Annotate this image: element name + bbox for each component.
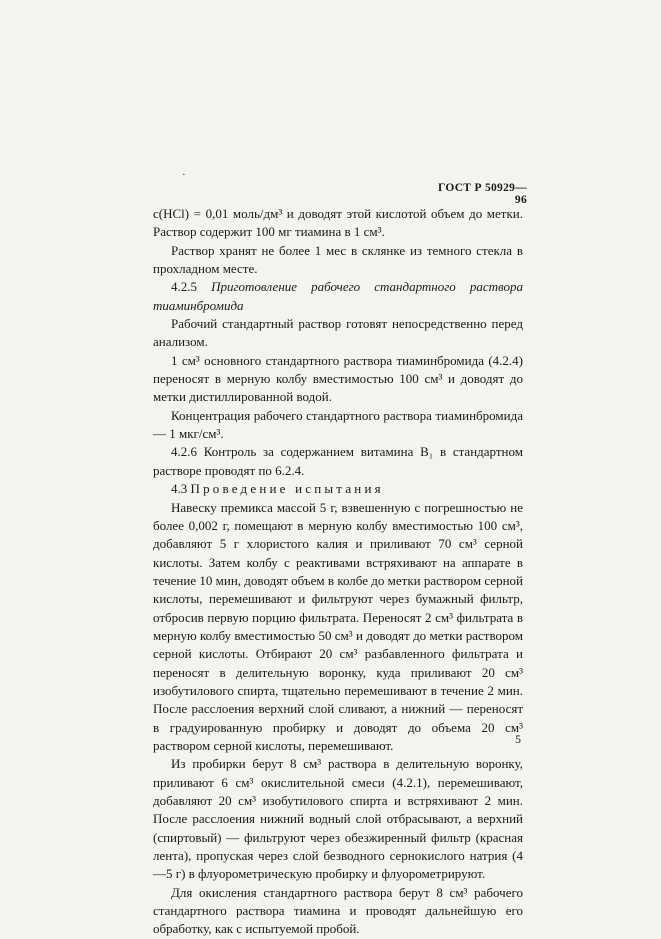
- paragraph-working-solution: Рабочий стандартный раствор готовят непосредственно перед анализом.: [153, 316, 523, 350]
- paragraph-transfer: 1 см³ основного стандартного раствора тиаминбромида (4.2.4) переносят в мерную колбу вместимостью 100 см³ и доводят до метки дистиллированной водой.: [153, 352, 523, 405]
- paragraph-concentration: Концентрация рабочего стандартного раствора тиаминбромида — 1 мкг/см³.: [153, 407, 523, 442]
- stray-mark: ·: [182, 169, 186, 181]
- paragraph-extraction: Из пробирки берут 8 см³ раствора в делительную воронку, приливают 6 см³ окислительной смеси (4.2.1), перемешивают, добавляют 20 см³ изобутилового спирта и встряхивают 2 мин. После расслоения нижний водный слой отбрасывают, а верхний (спиртовый) — фильтруют через обезжиренный фильтр (красная лента), пропуская через слой безводного сернокислого натрия (4—5 г) в флуорометрическую пробирку и флуорометрируют.: [153, 756, 523, 882]
- section-4-2-5-heading: [153, 278, 523, 315]
- section-title: Проведение испытания: [190, 481, 384, 497]
- paragraph-sample-prep: Навеску премикса массой 5 г, взвешенную с погрешностью не более 0,002 г, помещают в мерную колбу вместимостью 100 см³, добавляют 5 г хлористого калия и приливают 70 см³ серной кислоты. Затем колбу с реактивами встряхивают на аппарате в течение 10 мин, доводят объем в колбе до метки раствором серной кислоты, перемешивают и фильтруют через бумажный фильтр, отбросив первую порцию фильтрата. Переносят 2 см³ фильтрата в мерную колбу вместимостью 50 см³ и доводят до метки раствором серной кислоты. Отбирают 20 см³ разбавленного фильтрата и переносят в делительную воронку, куда приливают 20 см³ изобутилового спирта, тщательно перемешивают в течение 2 мин. После расслоения верхний слой сливают, а нижний — переносят в градуированную пробирку и доводят до объема 20 см³ раствором серной кислоты, перемешивают.: [153, 499, 523, 753]
- document-body: [153, 205, 523, 939]
- section-number: 4.3: [171, 481, 188, 497]
- paragraph-4-2-6-control: 4.2.6 Контроль за содержанием витамина В₁ в стандартном растворе проводят по 6.2.4.: [153, 444, 523, 478]
- section-4-3-heading: [153, 480, 523, 498]
- section-title: Приготовление рабочего стандартного раствора тиаминбромида: [153, 279, 523, 313]
- page-number: 5: [515, 732, 521, 746]
- paragraph-reagent-concentration: c(HCl) = 0,01 моль/дм³ и доводят этой кислотой объем до метки. Раствор содержит 100 мг тиамина в 1 см³.: [153, 206, 523, 240]
- standard-header: ГОСТ Р 50929—96: [437, 182, 527, 206]
- section-number: 4.2.5: [171, 279, 197, 295]
- paragraph-storage: Раствор хранят не более 1 мес в склянке из темного стекла в прохладном месте.: [153, 242, 523, 277]
- paragraph-standard-oxidation: Для окисления стандартного раствора берут 8 см³ рабочего стандартного раствора тиамина и проводят дальнейшую его обработку, как с испытуемой пробой.: [153, 884, 523, 937]
